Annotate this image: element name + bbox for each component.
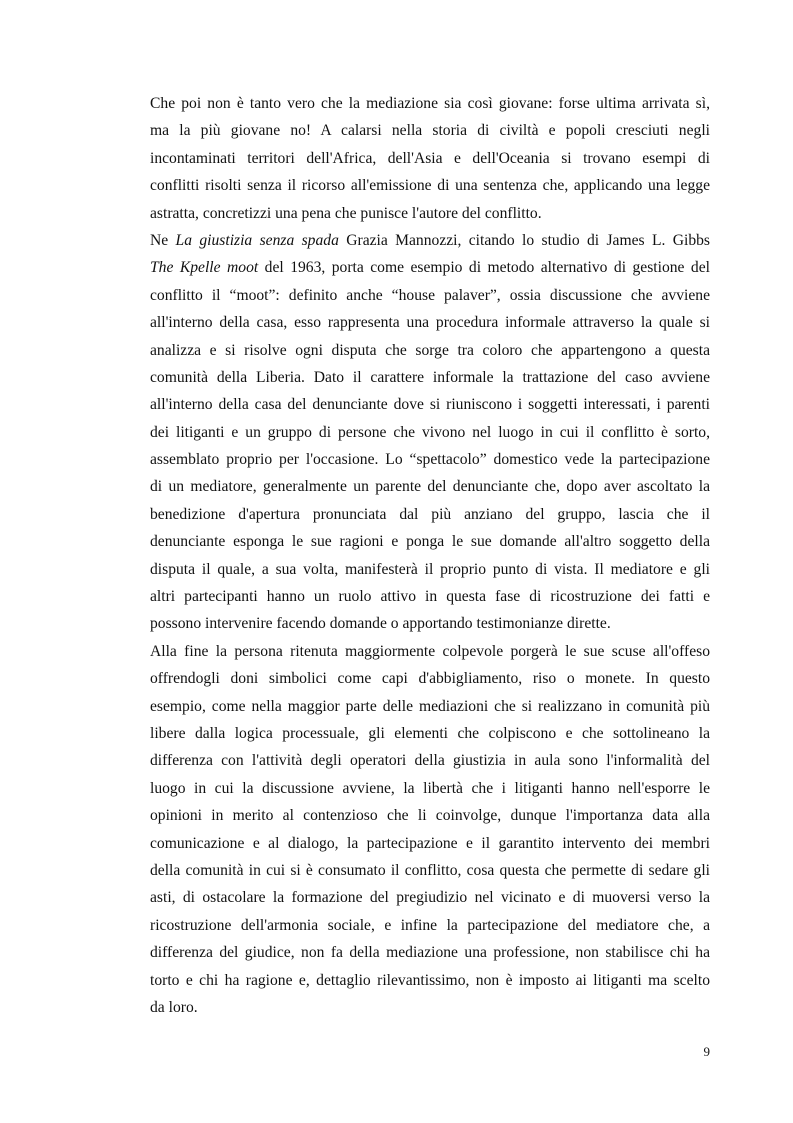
text-line: differenza del giudice, non fa della mediazione una professione, non stabilisce chi ha [150, 944, 710, 962]
italic-title: La giustizia senza spada [175, 231, 339, 249]
text-line: conflitti risolti senza il ricorso all'emissione di una sentenza che, applicando una legge [150, 177, 710, 195]
text-line: da loro. [150, 998, 198, 1016]
text-line: all'interno della casa, esso rappresenta una procedura informale attraverso la quale si [150, 314, 710, 332]
text-line: ma la più giovane no! A calarsi nella storia di civiltà e popoli cresciuti negli [150, 122, 710, 140]
text-line: della comunità in cui si è consumato il conflitto, cosa questa che permette di sedare gli [150, 861, 710, 879]
text-line: all'interno della casa del denunciante dove si riuniscono i soggetti interessati, i parenti [150, 396, 710, 414]
text-line: assemblato proprio per l'occasione. Lo “spettacolo” domestico vede la partecipazione [150, 451, 710, 469]
text-line: asti, di ostacolare la formazione del pregiudizio nel vicinato e di muoversi verso la [150, 889, 710, 907]
italic-title: The Kpelle moot [150, 259, 259, 277]
text-line: denunciante esponga le sue ragioni e ponga le sue domande all'altro soggetto della [150, 533, 710, 551]
paragraph [150, 227, 710, 638]
text-run: del 1963, porta come esempio di metodo alternativo di gestione del [258, 259, 710, 277]
text-line [150, 227, 710, 254]
text-line: di un mediatore, generalmente un parente del denunciante che, dopo aver ascoltato la [150, 478, 710, 496]
text-line: Alla fine la persona ritenuta maggiormente colpevole porgerà le sue scuse all'offeso [150, 642, 710, 660]
text-line: incontaminati territori dell'Africa, dell'Asia e dell'Oceania si trovano esempi di [150, 149, 710, 167]
text-line [150, 254, 710, 281]
page-number: 9 [703, 1044, 710, 1059]
text-line: esempio, come nella maggior parte delle mediazioni che si realizzano in comunità più [150, 697, 710, 715]
text-run: Grazia Mannozzi, citando lo studio di James L. Gibbs [338, 231, 710, 249]
text-line: opinioni in merito al contenzioso che li coinvolge, dunque l'importanza data alla [150, 807, 710, 825]
text-line: torto e chi ha ragione e, dettaglio rilevantissimo, non è imposto ai litiganti ma scelto [150, 971, 710, 989]
text-run: Ne [150, 231, 176, 249]
document-body [150, 90, 710, 1021]
text-line: offrendogli doni simbolici come capi d'abbigliamento, riso o monete. In questo [150, 670, 710, 688]
paragraph [150, 90, 710, 227]
text-line: Che poi non è tanto vero che la mediazione sia così giovane: forse ultima arrivata sì, [150, 95, 710, 112]
text-line: possono intervenire facendo domande o apportando testimonianze dirette. [150, 615, 611, 633]
text-line: analizza e si risolve ogni disputa che sorge tra coloro che appartengono a questa [150, 341, 710, 359]
text-line: comunità della Liberia. Dato il carattere informale la trattazione del caso avviene [150, 368, 710, 386]
text-line: ricostruzione dell'armonia sociale, e infine la partecipazione del mediatore che, a [150, 916, 710, 934]
text-line: dei litiganti e un gruppo di persone che vivono nel luogo in cui il conflitto è sorto, [150, 423, 710, 441]
paragraphs-container [150, 90, 710, 1021]
text-line: benedizione d'apertura pronunciata dal più anziano del gruppo, lascia che il [150, 505, 710, 523]
text-line: astratta, concretizzi una pena che punisce l'autore del conflitto. [150, 204, 542, 222]
text-line: comunicazione e al dialogo, la partecipazione e il garantito intervento dei membri [150, 834, 710, 852]
text-line: libere dalla logica processuale, gli elementi che colpiscono e che sottolineano la [150, 724, 710, 742]
text-line: altri partecipanti hanno un ruolo attivo in questa fase di ricostruzione dei fatti e [150, 588, 710, 606]
text-line: conflitto il “moot”: definito anche “house palaver”, ossia discussione che avviene [150, 286, 710, 304]
text-line: differenza con l'attività degli operatori della giustizia in aula sono l'informalità del [150, 752, 710, 770]
paragraph [150, 638, 710, 1021]
text-line: luogo in cui la discussione avviene, la libertà che i litiganti hanno nell'esporre le [150, 779, 710, 797]
text-line: disputa il quale, a sua volta, manifesterà il proprio punto di vista. Il mediatore e gli [150, 560, 710, 578]
